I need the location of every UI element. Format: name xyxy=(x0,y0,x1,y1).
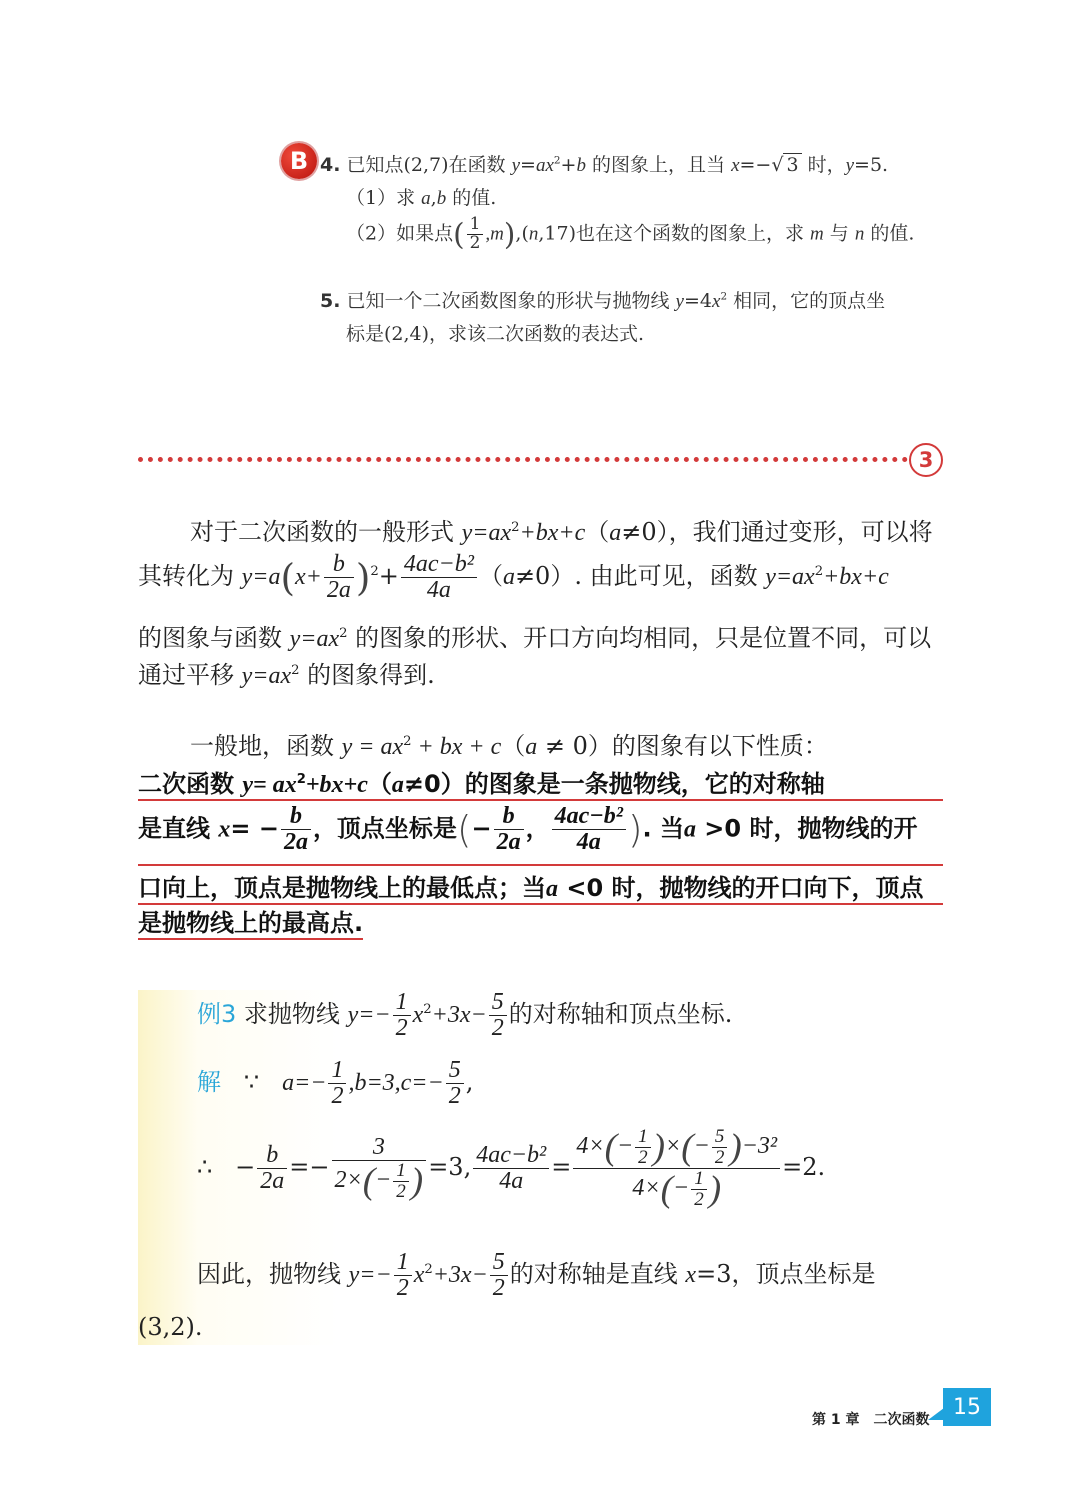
text: + xyxy=(560,154,577,176)
exponent: 2 xyxy=(339,626,348,641)
left-paren: ( xyxy=(660,1168,673,1210)
math: +bx+c xyxy=(305,772,368,798)
text: − xyxy=(235,1152,256,1181)
text: ,( xyxy=(515,222,529,245)
math-var: b xyxy=(576,155,586,176)
denominator: 2a xyxy=(283,829,308,856)
denominator: 2 xyxy=(331,1083,344,1110)
text: =2. xyxy=(782,1152,826,1181)
math: + bx + c xyxy=(411,734,502,760)
paragraph-1-line-2 xyxy=(138,552,889,603)
text: = xyxy=(520,154,536,176)
fraction xyxy=(446,1058,464,1109)
fraction xyxy=(490,1250,508,1301)
text: 2× xyxy=(334,1166,363,1193)
math: y=ax xyxy=(241,663,292,689)
page-number: 15 xyxy=(943,1388,991,1426)
left-paren: ( xyxy=(681,1126,694,1168)
fraction xyxy=(324,552,354,603)
fraction xyxy=(573,1127,780,1210)
numerator: 4ac−b² xyxy=(401,552,477,578)
math: x xyxy=(413,1262,425,1289)
exercise-number: 4. xyxy=(320,154,341,176)
text: 的对称轴和顶点坐标. xyxy=(508,1000,733,1029)
math: y=ax xyxy=(765,564,815,591)
math: ,b=3,c=− xyxy=(348,1070,444,1097)
exponent: 2 xyxy=(814,564,824,580)
exercise-4-part-1 xyxy=(346,183,496,210)
text: 的值. xyxy=(446,187,497,209)
exercise-5-line-2: 标是(2,4)，求该二次函数的表达式. xyxy=(346,323,645,345)
math: y= ax xyxy=(242,772,297,798)
section-number-badge: 3 xyxy=(909,443,943,477)
text: = − xyxy=(230,814,279,843)
left-paren: ( xyxy=(604,1126,617,1168)
text: 的图象的形状、开口方向均相同，只是位置不同，可以 xyxy=(347,624,932,652)
exponent: 2 xyxy=(296,772,306,787)
denominator: 2 xyxy=(638,1146,648,1168)
numerator: 5 xyxy=(490,1250,508,1276)
exercise-4-question xyxy=(320,150,888,177)
text: 已知一个二次函数图象的形状与抛物线 xyxy=(346,290,676,312)
math-var: ,m xyxy=(485,223,504,245)
math: x+ xyxy=(295,564,322,591)
math: +3x− xyxy=(431,1002,487,1029)
denominator: 2 xyxy=(492,1275,505,1302)
fraction xyxy=(394,1250,412,1301)
text: 口向上，顶点是抛物线上的最低点；当 xyxy=(138,874,546,902)
text: , xyxy=(465,1068,474,1097)
denominator: 2 xyxy=(491,1015,504,1042)
text: . 当 xyxy=(642,814,684,843)
math-var: n xyxy=(854,223,865,245)
text: ， xyxy=(525,814,550,843)
property-line-4: 是抛物线上的最高点. xyxy=(138,903,363,940)
fraction xyxy=(393,990,411,1041)
numerator: 1 xyxy=(393,990,411,1016)
text: 其转化为 xyxy=(138,562,242,591)
paragraph-1-line-4 xyxy=(138,655,435,690)
denominator xyxy=(332,1161,427,1202)
math-var: a xyxy=(683,816,696,843)
text: −3² xyxy=(741,1132,778,1159)
text: （ xyxy=(367,770,392,798)
exponent: 2 xyxy=(370,564,379,580)
text: 是直线 xyxy=(138,814,219,843)
text: ，顶点坐标是 xyxy=(312,814,457,843)
numerator: 1 xyxy=(393,1161,409,1182)
text: 的对称轴是直线 xyxy=(509,1260,686,1289)
text: 的图象上，且当 xyxy=(585,154,732,176)
text: 相同，它的顶点坐 xyxy=(727,290,886,312)
math-var: x xyxy=(685,1262,697,1289)
numerator: 4ac−b² xyxy=(552,804,626,830)
fraction xyxy=(712,1127,728,1168)
text: （ xyxy=(501,732,526,760)
numerator: 5 xyxy=(446,1058,464,1084)
numerator: 1 xyxy=(691,1169,707,1190)
text: （2）如果点 xyxy=(346,222,454,245)
denominator: 2 xyxy=(469,232,481,253)
math: y=ax xyxy=(461,520,512,546)
text: − xyxy=(375,1166,392,1193)
math: +3x− xyxy=(432,1262,488,1289)
math-var: ax xyxy=(535,155,554,176)
fraction xyxy=(691,1169,707,1210)
example-3-question xyxy=(197,990,732,1041)
fraction xyxy=(328,1058,346,1109)
math-var: x xyxy=(712,291,721,312)
denominator: 2 xyxy=(448,1083,461,1110)
text: =− xyxy=(289,1152,330,1181)
right-paren: ) xyxy=(708,1168,722,1210)
text: − xyxy=(471,814,492,843)
numerator: b xyxy=(324,552,354,578)
text: 与 xyxy=(823,222,855,245)
sqrt-radicand: 3 xyxy=(783,153,801,176)
text: （ xyxy=(478,562,503,591)
math: +bx+c xyxy=(519,520,586,546)
exercise-5-question xyxy=(320,286,885,313)
text: − xyxy=(672,1174,690,1201)
fraction xyxy=(473,1143,549,1194)
numerator: 1 xyxy=(328,1058,346,1084)
numerator: 4ac−b² xyxy=(473,1143,549,1169)
text: ≠0）的图象是一条抛物线，它的对称轴 xyxy=(403,770,825,798)
math: y=ax xyxy=(289,626,340,652)
denominator: 2a xyxy=(260,1167,285,1194)
sqrt-sign: √ xyxy=(771,154,784,176)
text: 因此，抛物线 xyxy=(197,1260,349,1289)
math: y=− xyxy=(347,1002,391,1029)
math-var: a xyxy=(546,876,558,902)
left-paren: ( xyxy=(453,217,465,252)
example-3-solution-line-2 xyxy=(197,1127,825,1210)
numerator: b xyxy=(257,1143,287,1169)
exponent: 2 xyxy=(403,734,412,749)
math-var: y xyxy=(675,291,684,312)
denominator: 4a xyxy=(426,577,451,604)
denominator: 4a xyxy=(499,1167,524,1194)
text: 通过平移 xyxy=(138,661,242,689)
numerator: 5 xyxy=(489,990,507,1016)
text: + xyxy=(378,562,399,591)
denominator: 2 xyxy=(396,1275,409,1302)
numerator: 5 xyxy=(712,1127,728,1148)
text: 的图象得到. xyxy=(299,661,435,689)
math-var: a xyxy=(391,772,404,798)
right-paren: ) xyxy=(652,1126,666,1168)
solution-label: 解 xyxy=(197,1068,221,1097)
text: , xyxy=(430,187,437,209)
text: （ xyxy=(585,518,610,546)
paragraph-1-line-3 xyxy=(138,618,931,653)
text: 一般地，函数 xyxy=(190,732,342,760)
paragraph-1-line-1 xyxy=(190,512,933,547)
example-3-solution-line-1 xyxy=(197,1058,473,1109)
denominator: 2 xyxy=(714,1146,725,1168)
paragraph-2 xyxy=(190,726,828,761)
right-paren: ) xyxy=(627,807,643,852)
fraction xyxy=(393,1161,409,1202)
numerator: 1 xyxy=(394,1250,412,1276)
text: 时， xyxy=(801,154,846,176)
exponent: 2 xyxy=(720,290,728,303)
property-line-2 xyxy=(138,804,943,866)
math-var: n xyxy=(528,223,539,245)
text: 的值. xyxy=(864,222,915,245)
denominator: 2 xyxy=(396,1180,406,1202)
exponent: 2 xyxy=(553,154,561,167)
denominator: 2a xyxy=(496,829,521,856)
numerator: 3 xyxy=(332,1135,427,1161)
math-var: x xyxy=(218,816,231,843)
section-divider xyxy=(138,457,908,462)
denominator: 2 xyxy=(694,1188,704,1210)
exercise-number: 5. xyxy=(320,290,341,312)
right-paren: ) xyxy=(355,555,371,600)
example-label: 例3 xyxy=(197,1000,237,1029)
left-paren: ( xyxy=(362,1160,376,1202)
right-paren: ) xyxy=(410,1160,424,1202)
therefore-symbol: ∴ xyxy=(197,1152,213,1181)
text: =3, xyxy=(428,1152,472,1181)
numerator: 1 xyxy=(635,1127,651,1148)
text: × xyxy=(665,1132,682,1159)
page-tab-pointer xyxy=(928,1408,944,1420)
text: （1）求 xyxy=(346,187,422,209)
exponent: 2 xyxy=(291,663,300,678)
denominator xyxy=(573,1169,780,1210)
right-paren: ) xyxy=(503,217,516,252)
text: =3，顶点坐标是 xyxy=(696,1260,876,1289)
math-var: a xyxy=(421,188,431,209)
fraction xyxy=(489,990,507,1041)
right-paren: ) xyxy=(729,1126,742,1168)
text: >0 时，抛物线的开 xyxy=(695,814,918,843)
math: +bx+c xyxy=(823,564,889,591)
fraction xyxy=(401,552,477,603)
text: <0 时，抛物线的开口向下，顶点 xyxy=(558,874,924,902)
text: − xyxy=(693,1132,710,1159)
text: ≠0），我们通过变形，可以将 xyxy=(621,518,933,546)
math-var: y xyxy=(511,155,521,176)
math-var: a xyxy=(525,734,538,760)
math-var: x xyxy=(731,155,740,176)
text: 对于二次函数的一般形式 xyxy=(190,518,462,546)
numerator: b xyxy=(494,804,524,830)
fraction xyxy=(281,804,311,855)
exercise-4-part-2 xyxy=(346,216,914,253)
text: =5. xyxy=(854,154,889,176)
example-3-conclusion xyxy=(197,1250,875,1301)
fraction xyxy=(494,804,524,855)
math: a=− xyxy=(282,1070,327,1097)
fraction xyxy=(467,216,484,253)
text: 的图象与函数 xyxy=(138,624,290,652)
math: y = ax xyxy=(341,734,404,760)
exponent: 2 xyxy=(423,1002,432,1018)
text: = xyxy=(551,1152,572,1181)
text: 二次函数 xyxy=(138,770,243,798)
exponent: 2 xyxy=(424,1262,433,1278)
fraction xyxy=(332,1135,427,1202)
exercise-level-b-badge: B xyxy=(281,143,317,179)
text: 4× xyxy=(632,1174,661,1201)
text: 已知点(2,7)在函数 xyxy=(346,154,512,176)
denominator: 2a xyxy=(326,577,351,604)
text: ≠ 0）的图象有以下性质： xyxy=(537,732,828,760)
fraction xyxy=(635,1127,651,1168)
because-symbol: ∵ xyxy=(243,1068,260,1097)
property-line-3 xyxy=(138,868,943,905)
text: − xyxy=(616,1132,634,1159)
math-var: a xyxy=(502,564,515,591)
numerator: b xyxy=(281,804,311,830)
chapter-label: 第 1 章 二次函数 xyxy=(812,1412,930,1428)
example-3-conclusion-line-2: (3,2). xyxy=(138,1313,203,1341)
fraction xyxy=(552,804,626,855)
text: ≠0）. 由此可见，函数 xyxy=(514,562,766,591)
math: y=a xyxy=(241,564,281,591)
numerator: 1 xyxy=(467,216,484,235)
math-var: b xyxy=(436,188,447,209)
numerator xyxy=(573,1127,780,1169)
fraction xyxy=(257,1143,287,1194)
math: x xyxy=(412,1002,424,1029)
text: 求抛物线 xyxy=(243,1000,348,1029)
denominator: 2 xyxy=(395,1015,408,1042)
exponent: 2 xyxy=(511,520,520,535)
math-var: y xyxy=(845,155,855,176)
left-paren: ( xyxy=(280,555,296,600)
text: =4 xyxy=(683,290,712,312)
math-var: m xyxy=(810,223,824,245)
denominator: 4a xyxy=(576,829,601,856)
text: =− xyxy=(739,154,772,176)
math-var: a xyxy=(609,520,622,546)
property-line-1 xyxy=(138,764,943,801)
text: ,17)也在这个函数的图象上，求 xyxy=(538,222,811,245)
left-paren: ( xyxy=(456,807,472,852)
text: 4× xyxy=(576,1132,605,1159)
math: y=− xyxy=(348,1262,392,1289)
